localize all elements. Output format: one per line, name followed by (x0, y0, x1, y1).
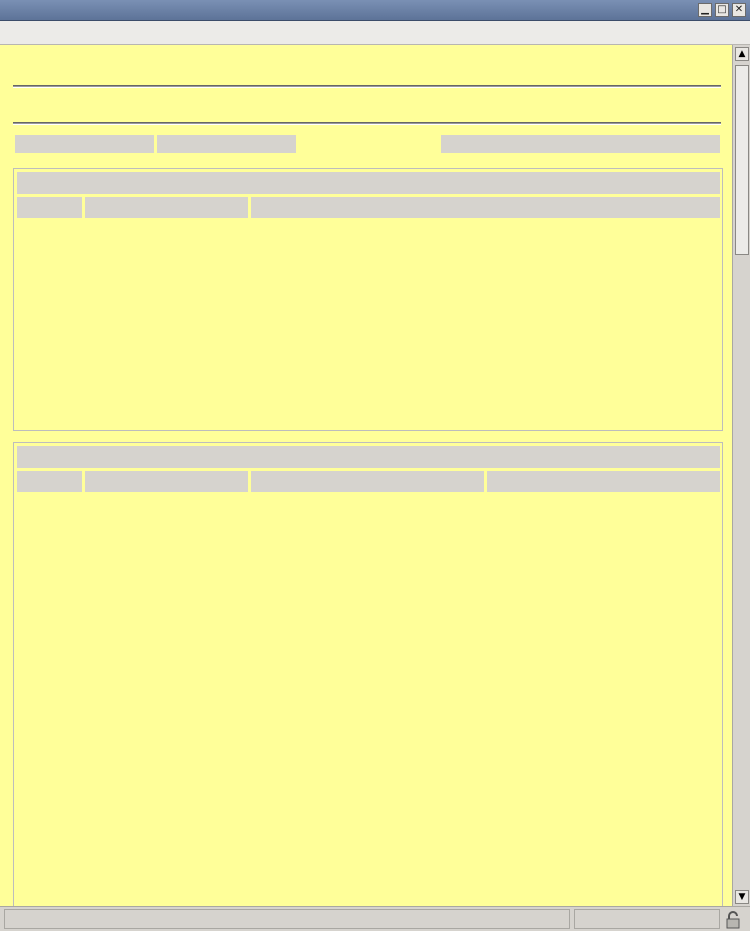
minimize-icon[interactable]: ▁ (698, 3, 712, 17)
status-text (4, 909, 570, 929)
status-cell (574, 909, 720, 929)
scroll-down-icon[interactable]: ▼ (735, 890, 749, 904)
status-bar (0, 906, 750, 931)
users-section (13, 442, 723, 906)
divider (13, 85, 721, 88)
vertical-scrollbar[interactable] (732, 45, 750, 906)
groups-title (17, 172, 720, 194)
scroll-up-icon[interactable]: ▲ (735, 47, 749, 61)
groups-header-id (17, 197, 82, 218)
maximize-icon[interactable]: □ (715, 3, 729, 17)
users-header-id (17, 471, 82, 492)
users-header-userid (85, 471, 248, 492)
scroll-thumb[interactable] (735, 65, 749, 255)
nav-cell-main-menu (15, 135, 154, 153)
nav-cell-logout (441, 135, 720, 153)
nav-cell-tools (157, 135, 296, 153)
close-icon[interactable]: ✕ (732, 3, 746, 17)
page-content (0, 45, 732, 906)
users-header-comments (487, 471, 720, 492)
lock-icon (724, 911, 742, 929)
menu-bar (0, 21, 750, 45)
groups-header-comments (251, 197, 720, 218)
groups-section (13, 168, 723, 431)
window-titlebar (0, 0, 750, 21)
divider (13, 122, 721, 125)
groups-header-groupname (85, 197, 248, 218)
users-title (17, 446, 720, 468)
users-header-fullname (251, 471, 484, 492)
nav-current-page (299, 135, 438, 153)
